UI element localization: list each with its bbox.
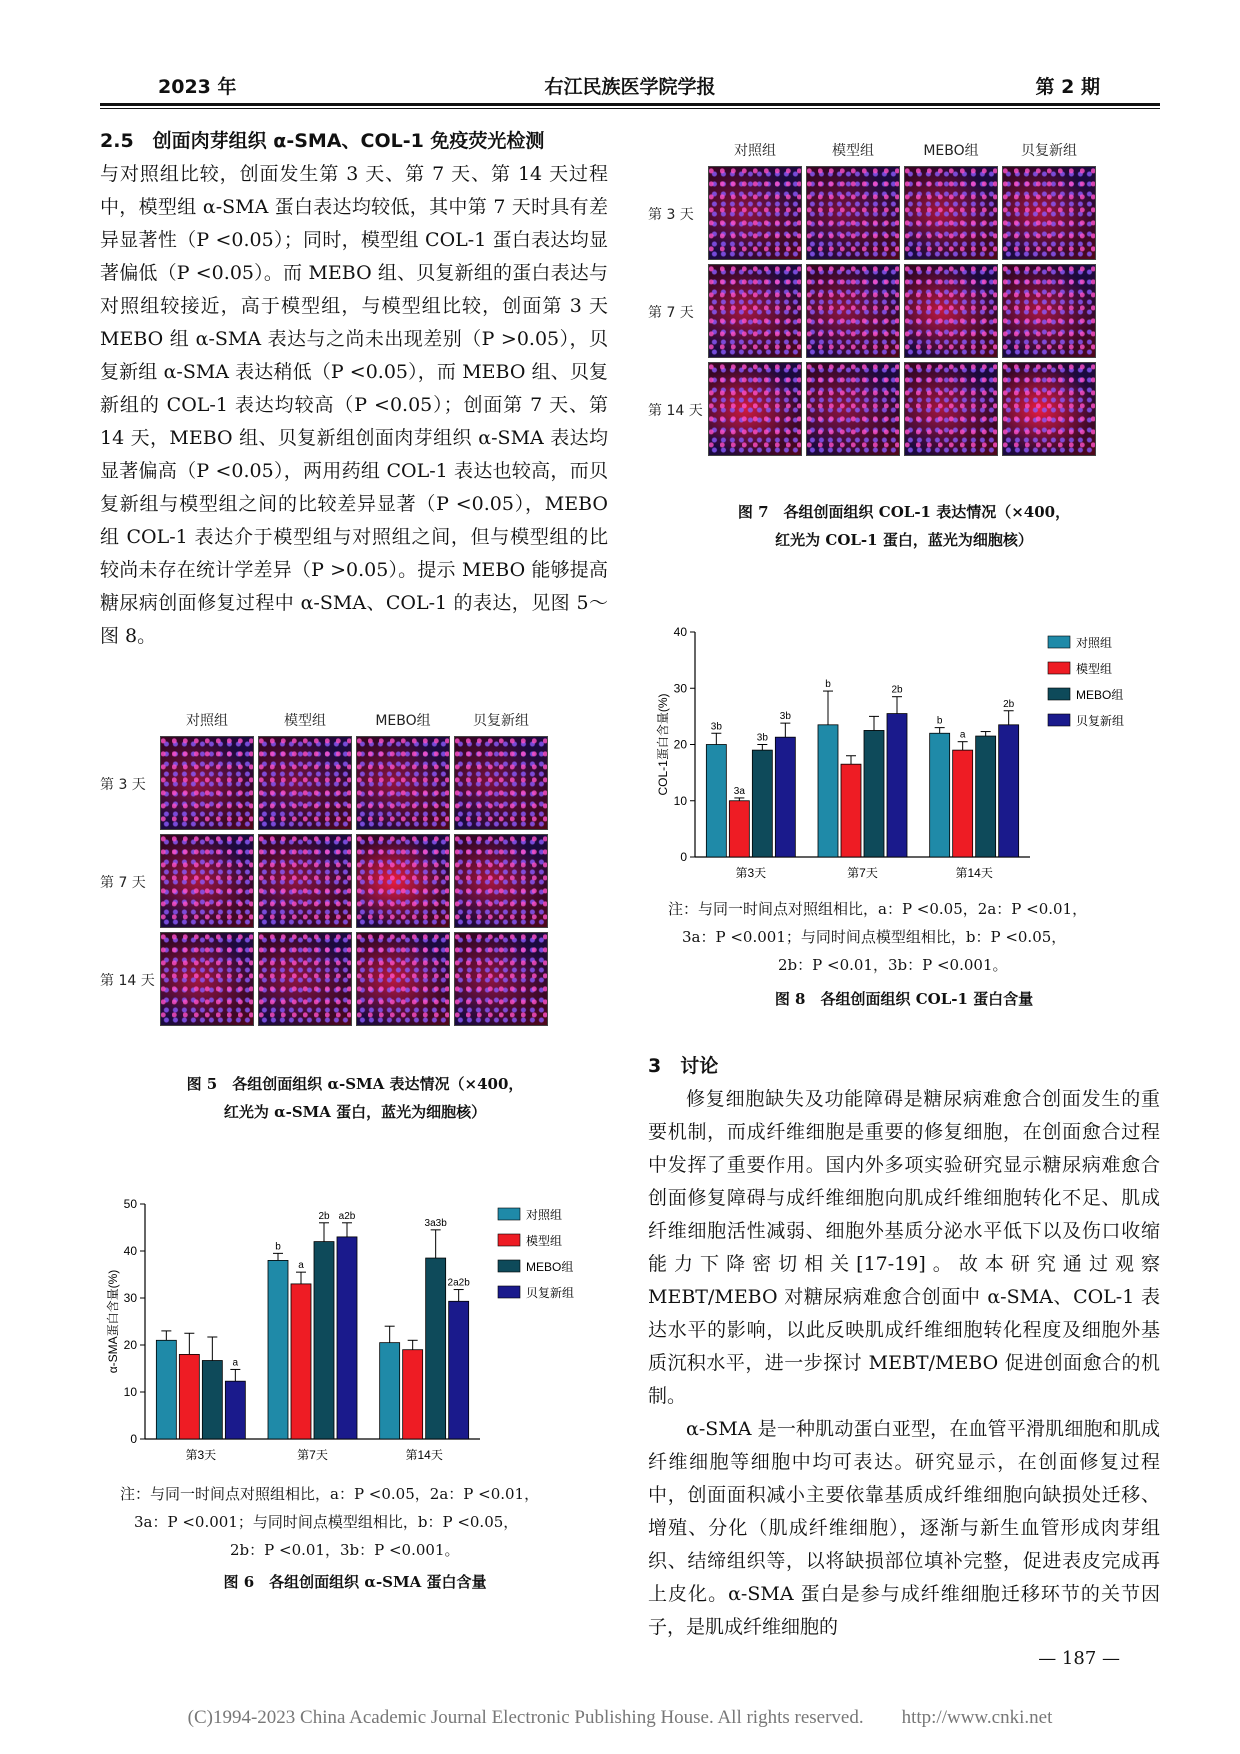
micrograph-tile	[258, 736, 352, 830]
legend-label: 对照组	[1076, 636, 1113, 650]
bar	[380, 1343, 400, 1439]
legend-swatch	[1048, 714, 1070, 726]
figure-column-label: 贝复新组	[473, 713, 529, 729]
figure-8-note-line1: 注：与同一时间点对照组相比，a：P <0.05，2a：P <0.01，	[668, 900, 1088, 918]
bar	[225, 1381, 245, 1439]
significance-label: a	[232, 1357, 239, 1369]
x-tick-label: 第7天	[297, 1448, 328, 1462]
micrograph-tile	[806, 264, 900, 358]
micrograph-tile	[258, 834, 352, 928]
micrograph-tile	[806, 362, 900, 456]
bar	[729, 801, 749, 857]
figure-column-label: 对照组	[186, 713, 228, 729]
bar	[449, 1301, 469, 1439]
y-tick-label: 10	[123, 1385, 137, 1399]
bar	[752, 750, 772, 857]
paragraph-results: 与对照组比较，创面发生第 3 天、第 7 天、第 14 天过程中，模型组 α-SMA 蛋白表达均较低，其中第 7 天时具有差异显著性（P <0.05）；同时，模型组 COL-1 蛋白表达均显著偏低（P <0.05）。而 MEBO 组、贝复新组的蛋白表达与对照组较接近，高于模型组，与模型组比较，创面第 3 天 MEBO 组 α-SMA 表达与之尚未出现差别（P >0.05），贝复新组 α-SMA 表达稍低（P <0.05），而 MEBO 组、贝复新组的 COL-1 表达均较高（P <0.05）；创面第 7 天、第 14 天，MEBO 组、贝复新组创面肉芽组织 α-SMA 表达均显著偏高（P <0.05），两用药组 COL-1 表达也较高，而贝复新组与模型组之间的比较差异显著（P <0.05），MEBO 组 COL-1 表达介于模型组与对照组之间，但与模型组的比较尚未存在统计学差异（P >0.05）。提示 MEBO 能够提高糖尿病创面修复过程中 α-SMA、COL-1 的表达，见图 5～图 8。	[100, 163, 608, 647]
figure-row-label: 第 7 天	[100, 875, 146, 891]
x-tick-label: 第7天	[847, 866, 878, 880]
micrograph-tile	[708, 166, 802, 260]
significance-label: 3b	[779, 711, 791, 723]
page-number: — 187 —	[1038, 1648, 1120, 1669]
figure-6-note-line3: 2b：P <0.01，3b：P <0.001。	[230, 1541, 460, 1559]
micrograph-tile	[160, 932, 254, 1026]
figure-8-note-line3: 2b：P <0.01，3b：P <0.001。	[778, 956, 1008, 974]
y-axis-label: COL-1蛋白含量(%)	[656, 693, 670, 796]
y-tick-label: 0	[680, 850, 687, 864]
significance-label: b	[275, 1241, 281, 1253]
paragraph-discussion-1: 修复细胞缺失及功能障碍是糖尿病难愈合创面发生的重要机制，而成纤维细胞是重要的修复细胞，在创面愈合过程中发挥了重要作用。国内外多项实验研究显示糖尿病难愈合创面修复障碍与成纤维细胞向肌成纤维细胞转化不足、肌成纤维细胞活性减弱、细胞外基质分泌水平低下以及伤口收缩能力下降密切相关[17-19]。故本研究通过观察 MEBT/MEBO 对糖尿病难愈合创面中 α-SMA、COL-1 表达水平的影响，以此反映肌成纤维细胞转化程度及细胞外基质沉积水平，进一步探讨 MEBT/MEBO 促进创面愈合的机制。	[648, 1088, 1160, 1407]
figure-7-caption-line2: 红光为 COL-1 蛋白，蓝光为细胞核）	[775, 531, 1033, 549]
bar	[403, 1350, 423, 1439]
micrograph-tile	[356, 834, 450, 928]
legend-label: 贝复新组	[526, 1286, 575, 1300]
figure-row-label: 第 7 天	[648, 305, 694, 321]
micrograph-tile	[258, 932, 352, 1026]
bar	[930, 733, 950, 857]
figure-6-note-line2: 3a：P <0.001；与同时间点模型组相比，b：P <0.05，	[134, 1513, 519, 1531]
paragraph-discussion-2: α-SMA 是一种肌动蛋白亚型，在血管平滑肌细胞和肌成纤维细胞等细胞中均可表达。研究显示，在创面修复过程中，创面面积减小主要依靠基质成纤维细胞向缺损处迁移、增殖、分化（肌成纤维细胞），逐渐与新生血管形成肉芽组织、结缔组织等，以将缺损部位填补完整，促进表皮完成再上皮化。α-SMA 蛋白是参与成纤维细胞迁移环节的关节因子，是肌成纤维细胞的	[648, 1418, 1160, 1638]
right-column-text	[648, 1050, 1160, 1644]
micrograph-tile	[1002, 362, 1096, 456]
bar	[976, 736, 996, 857]
y-tick-label: 50	[123, 1197, 137, 1211]
y-tick-label: 10	[673, 793, 687, 808]
legend-label: MEBO组	[526, 1260, 574, 1274]
y-tick-label: 30	[123, 1291, 137, 1305]
micrograph-tile	[454, 834, 548, 928]
legend-swatch	[1048, 636, 1070, 648]
significance-label: 2a2b	[447, 1277, 470, 1289]
y-axis-label: α-SMA蛋白含量(%)	[106, 1269, 120, 1374]
legend-swatch	[498, 1208, 520, 1220]
micrograph-tile	[454, 736, 548, 830]
micrograph-tile	[806, 166, 900, 260]
header-year: 2023 年	[158, 76, 237, 98]
significance-label: 3b	[756, 732, 768, 744]
figure-6-note	[120, 1480, 610, 1564]
legend-label: 模型组	[526, 1234, 563, 1248]
micrograph-tile	[904, 362, 998, 456]
figure-5-caption-line1: 图 5 各组创面组织 α-SMA 表达情况（×400，	[186, 1075, 524, 1093]
bar	[179, 1354, 199, 1439]
legend-swatch	[498, 1260, 520, 1272]
figure-column-label: MEBO组	[375, 713, 431, 729]
micrograph-tile	[904, 166, 998, 260]
significance-label: b	[825, 679, 831, 691]
header-rule-thin	[100, 108, 1160, 109]
y-tick-label: 30	[673, 681, 687, 696]
bar	[337, 1237, 357, 1439]
figure-column-label: 对照组	[734, 143, 776, 159]
micrograph-tile	[356, 736, 450, 830]
micrograph-tile	[708, 264, 802, 358]
x-tick-label: 第3天	[185, 1448, 217, 1462]
bar	[706, 745, 726, 858]
figure-row-label: 第 14 天	[648, 403, 703, 419]
figure-6-caption: 图 6 各组创面组织 α-SMA 蛋白含量	[223, 1573, 487, 1591]
y-tick-label: 0	[130, 1432, 137, 1446]
significance-label: 2b	[1003, 698, 1015, 710]
figure-row-label: 第 3 天	[100, 777, 146, 793]
legend-label: 贝复新组	[1076, 714, 1125, 728]
significance-label: 2b	[891, 684, 903, 696]
figure-row-label: 第 14 天	[100, 973, 155, 989]
figure-column-label: MEBO组	[923, 143, 979, 159]
significance-label: b	[936, 715, 943, 727]
legend-swatch	[1048, 688, 1070, 700]
figure-5-micrographs	[100, 700, 610, 1060]
bar	[999, 725, 1019, 857]
section-title-2-5: 2.5 创面肉芽组织 α-SMA、COL-1 免疫荧光检测	[100, 130, 545, 152]
legend-label: 模型组	[1076, 662, 1113, 676]
figure-7-micrographs	[648, 130, 1160, 490]
bar	[953, 750, 973, 857]
y-tick-label: 40	[673, 625, 687, 639]
bar	[268, 1260, 288, 1439]
header-journal: 右江民族医学院学报	[544, 76, 716, 98]
header-rule	[100, 103, 1160, 106]
legend-swatch	[498, 1286, 520, 1298]
micrograph-tile	[904, 264, 998, 358]
bar	[775, 737, 795, 857]
micrograph-tile	[160, 736, 254, 830]
x-tick-label: 第14天	[405, 1448, 443, 1462]
legend-label: 对照组	[526, 1208, 563, 1222]
figure-row-label: 第 3 天	[648, 207, 694, 223]
copyright-footer: (C)1994-2023 China Academic Journal Electronic Publishing House. All rights reserved. http://www.cnki.net	[187, 1707, 1053, 1728]
significance-label: 3b	[710, 721, 722, 733]
figure-8-caption: 图 8 各组创面组织 COL-1 蛋白含量	[774, 990, 1034, 1008]
figure-5-caption-line2: 红光为 α-SMA 蛋白，蓝光为细胞核）	[223, 1103, 487, 1121]
figure-7-caption-line1: 图 7 各组创面组织 COL-1 表达情况（×400，	[737, 503, 1071, 521]
figure-5-caption	[100, 1070, 610, 1126]
section-title-3: 3 讨论	[648, 1055, 719, 1077]
bar	[864, 730, 884, 857]
significance-label: a	[298, 1260, 304, 1272]
figure-8-note-line2: 3a：P <0.001；与同时间点模型组相比，b：P <0.05，	[682, 928, 1067, 946]
x-tick-label: 第3天	[735, 866, 767, 880]
bar	[314, 1242, 334, 1439]
figure-6-bar-chart	[105, 1192, 610, 1477]
micrograph-tile	[454, 932, 548, 1026]
legend-swatch	[1048, 662, 1070, 674]
y-tick-label: 20	[123, 1338, 137, 1352]
figure-6-note-line1: 注：与同一时间点对照组相比，a：P <0.05，2a：P <0.01，	[120, 1485, 540, 1503]
figure-7-caption	[648, 498, 1160, 554]
legend-swatch	[498, 1234, 520, 1246]
left-column-text	[100, 125, 608, 653]
micrograph-tile	[708, 362, 802, 456]
y-tick-label: 20	[673, 737, 687, 752]
header-issue: 第 2 期	[1035, 76, 1100, 98]
legend-label: MEBO组	[1076, 688, 1124, 702]
significance-label: a2b	[338, 1210, 356, 1222]
figure-column-label: 贝复新组	[1021, 143, 1077, 159]
figure-8-note	[668, 895, 1160, 979]
running-header	[100, 68, 1160, 108]
figure-column-label: 模型组	[284, 713, 326, 729]
bar	[818, 725, 838, 857]
micrograph-tile	[160, 834, 254, 928]
micrograph-tile	[1002, 264, 1096, 358]
y-tick-label: 40	[123, 1244, 137, 1258]
significance-label: 3a	[733, 785, 745, 797]
micrograph-tile	[356, 932, 450, 1026]
significance-label: 3a3b	[424, 1217, 447, 1229]
bar	[156, 1340, 176, 1439]
bar	[841, 764, 861, 857]
micrograph-tile	[1002, 166, 1096, 260]
significance-label: 2b	[318, 1210, 330, 1222]
significance-label: a	[959, 729, 966, 741]
bar	[202, 1361, 222, 1439]
figure-column-label: 模型组	[832, 143, 874, 159]
x-tick-label: 第14天	[955, 866, 993, 880]
bar	[291, 1284, 311, 1439]
figure-8-bar-chart	[655, 620, 1160, 895]
bar	[426, 1258, 446, 1439]
bar	[887, 714, 907, 857]
